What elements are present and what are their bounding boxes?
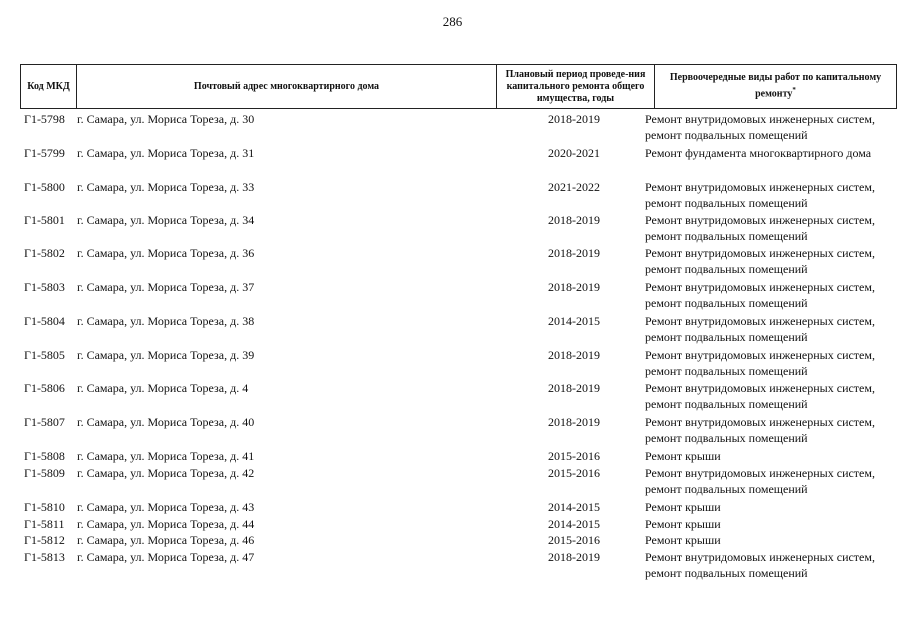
repair-period: 2018-2019 [548, 415, 600, 429]
repair-period: 2018-2019 [548, 112, 600, 126]
header-works-label: Первоочередные виды работ по капитальному ремонту [669, 72, 882, 100]
mkd-code: Г1-5799 [24, 146, 65, 160]
mkd-code: Г1-5807 [24, 415, 65, 429]
mkd-code: Г1-5805 [24, 348, 65, 362]
address: г. Самара, ул. Мориса Тореза, д. 31 [77, 146, 255, 160]
mkd-code: Г1-5810 [24, 500, 65, 514]
repair-works: Ремонт внутридомовых инженерных систем, ремонт подвальных помещений [645, 280, 875, 310]
repair-works: Ремонт внутридомовых инженерных систем, ремонт подвальных помещений [645, 348, 875, 378]
repair-period: 2014-2015 [548, 314, 600, 328]
repair-period: 2015-2016 [548, 449, 600, 463]
repair-works: Ремонт крыши [645, 500, 721, 514]
address: г. Самара, ул. Мориса Тореза, д. 30 [77, 112, 255, 126]
repair-works: Ремонт внутридомовых инженерных систем, ремонт подвальных помещений [645, 381, 875, 411]
repair-works: Ремонт крыши [645, 533, 721, 547]
address: г. Самара, ул. Мориса Тореза, д. 34 [77, 213, 255, 227]
mkd-code: Г1-5798 [24, 112, 65, 126]
repair-period: 2018-2019 [548, 246, 600, 260]
mkd-code: Г1-5803 [24, 280, 65, 294]
mkd-code: Г1-5809 [24, 466, 65, 480]
repair-period: 2020-2021 [548, 146, 600, 160]
repair-period: 2018-2019 [548, 348, 600, 362]
mkd-code: Г1-5806 [24, 381, 65, 395]
mkd-code: Г1-5813 [24, 550, 65, 564]
address: г. Самара, ул. Мориса Тореза, д. 36 [77, 246, 255, 260]
address: г. Самара, ул. Мориса Тореза, д. 41 [77, 449, 255, 463]
address: г. Самара, ул. Мориса Тореза, д. 40 [77, 415, 255, 429]
repair-works: Ремонт крыши [645, 449, 721, 463]
mkd-code: Г1-5801 [24, 213, 65, 227]
repair-period: 2015-2016 [548, 466, 600, 480]
address: г. Самара, ул. Мориса Тореза, д. 33 [77, 180, 255, 194]
repair-works: Ремонт фундамента многоквартирного дома [645, 146, 872, 160]
repair-works: Ремонт внутридомовых инженерных систем, ремонт подвальных помещений [645, 550, 875, 580]
repair-period: 2018-2019 [548, 280, 600, 294]
header-period: Плановый период проведе-ния капитального ремонта общего имущества, годы [496, 65, 654, 108]
repair-works: Ремонт внутридомовых инженерных систем, ремонт подвальных помещений [645, 180, 875, 210]
mkd-code: Г1-5812 [24, 533, 65, 547]
header-works [654, 65, 896, 108]
address: г. Самара, ул. Мориса Тореза, д. 43 [77, 500, 255, 514]
table-header [20, 64, 897, 109]
repair-works: Ремонт внутридомовых инженерных систем, ремонт подвальных помещений [645, 246, 875, 276]
repair-period: 2015-2016 [548, 533, 600, 547]
address: г. Самара, ул. Мориса Тореза, д. 46 [77, 533, 255, 547]
address: г. Самара, ул. Мориса Тореза, д. 47 [77, 550, 255, 564]
repair-works: Ремонт внутридомовых инженерных систем, ремонт подвальных помещений [645, 466, 875, 496]
mkd-code: Г1-5808 [24, 449, 65, 463]
repair-period: 2014-2015 [548, 517, 600, 531]
address: г. Самара, ул. Мориса Тореза, д. 42 [77, 466, 255, 480]
repair-works: Ремонт внутридомовых инженерных систем, ремонт подвальных помещений [645, 415, 875, 445]
repair-works: Ремонт внутридомовых инженерных систем, ремонт подвальных помещений [645, 213, 875, 243]
repair-period: 2018-2019 [548, 550, 600, 564]
address: г. Самара, ул. Мориса Тореза, д. 38 [77, 314, 255, 328]
mkd-code: Г1-5804 [24, 314, 65, 328]
address: г. Самара, ул. Мориса Тореза, д. 4 [77, 381, 249, 395]
mkd-code: Г1-5802 [24, 246, 65, 260]
repair-period: 2018-2019 [548, 213, 600, 227]
header-works-note: * [792, 86, 796, 95]
header-code: Код МКД [27, 80, 70, 92]
mkd-code: Г1-5811 [24, 517, 65, 531]
repair-period: 2018-2019 [548, 381, 600, 395]
mkd-code: Г1-5800 [24, 180, 65, 194]
repair-works: Ремонт крыши [645, 517, 721, 531]
repair-period: 2014-2015 [548, 500, 600, 514]
repair-period: 2021-2022 [548, 180, 600, 194]
address: г. Самара, ул. Мориса Тореза, д. 44 [77, 517, 255, 531]
repair-works: Ремонт внутридомовых инженерных систем, ремонт подвальных помещений [645, 314, 875, 344]
page-number: 286 [442, 14, 463, 29]
address: г. Самара, ул. Мориса Тореза, д. 39 [77, 348, 255, 362]
repair-works: Ремонт внутридомовых инженерных систем, ремонт подвальных помещений [645, 112, 875, 142]
header-address: Почтовый адрес многоквартирного дома [76, 65, 496, 108]
address: г. Самара, ул. Мориса Тореза, д. 37 [77, 280, 255, 294]
